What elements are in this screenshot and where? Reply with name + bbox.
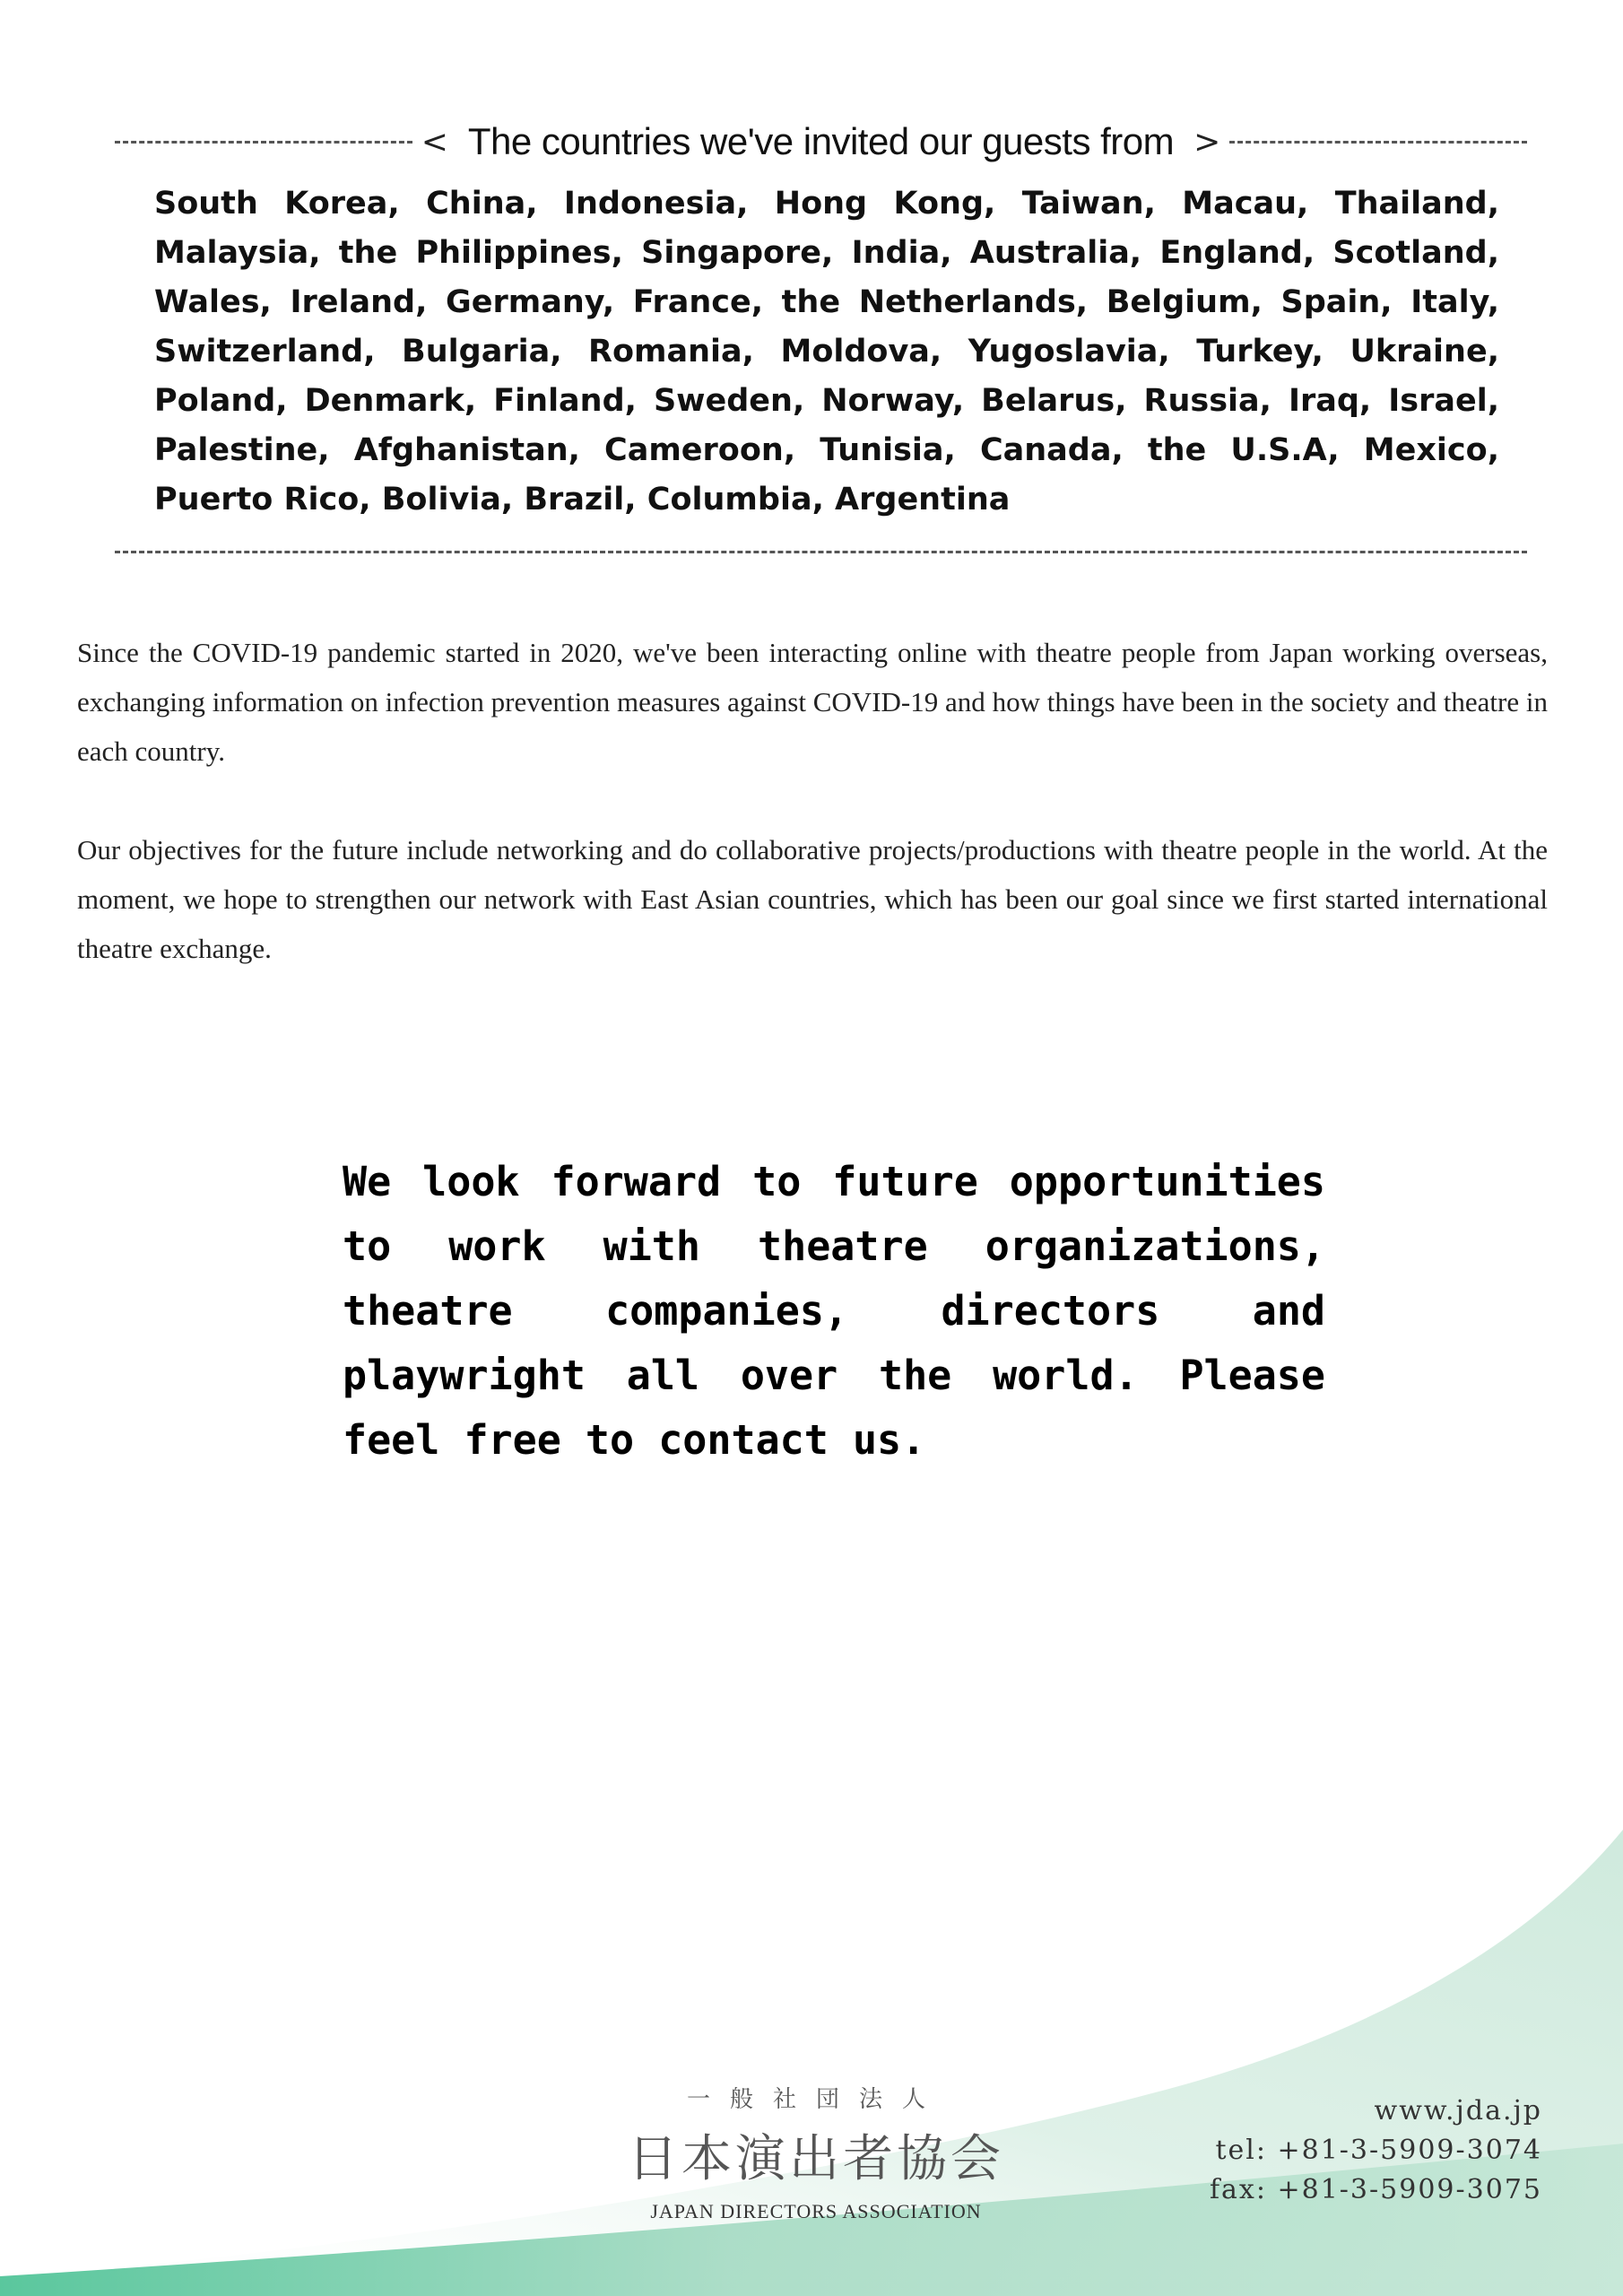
tel-number: tel: +81-3-5909-3074 — [1215, 2135, 1542, 2166]
header-bracket-left: < — [421, 123, 448, 161]
countries-list: South Korea, China, Indonesia, Hong Kong, Taiwan, Macau, Thailand, Malaysia, the Philippines, Singapore, India, Australia, England, Scotland, Wales, Ireland, Germany, France, the Netherlands, Belgium, Spain, Italy, Switzerland, Bulgaria, Romania, Moldova, Yugoslavia, Turkey, Ukraine, Poland, Denmark, Finland, Sweden, Norway, Belarus, Russia, Iraq, Israel, Palestine, Afghanistan, Cameroon, Tunisia, Canada, the U.S.A, Mexico, Puerto Rico, Bolivia, Brazil, Columbia, Argentina — [154, 186, 1499, 517]
association-logo — [628, 2081, 1004, 2223]
contact-info — [1157, 2092, 1542, 2210]
header-dashes-right — [1229, 141, 1527, 144]
header-dashes-left — [115, 141, 412, 144]
objectives-paragraph: Our objectives for the future include networking and do collaborative projects/productions with theatre people in the world. At the moment, we hope to strengthen our network with East Asian countries, which has been our goal since we first started international theatre exchange. — [77, 834, 1548, 964]
logo-main-text: 日本演出者協会 — [628, 2130, 1004, 2188]
closing-message: We look forward to future opportunities to work with theatre organizations, theatre companies, directors and playwright all over the world. Please feel free to contact us. — [343, 1158, 1325, 1464]
countries-header — [115, 115, 1527, 169]
website-link[interactable]: www.jda.jp — [1374, 2095, 1542, 2126]
countries-heading: The countries we've invited our guests from — [467, 120, 1175, 162]
logo-english-text: JAPAN DIRECTORS ASSOCIATION — [650, 2200, 982, 2222]
logo-top-text: 一般社団法人 — [686, 2086, 945, 2113]
fax-number: fax: +81-3-5909-3075 — [1209, 2174, 1542, 2205]
countries-divider — [115, 551, 1527, 553]
header-bracket-right: > — [1193, 123, 1221, 161]
covid-paragraph: Since the COVID-19 pandemic started in 2020, we've been interacting online with theatre people from Japan working overseas, exchanging information on infection prevention measures against COVID-19 and how things have been in the society and theatre in each country. — [77, 637, 1548, 767]
